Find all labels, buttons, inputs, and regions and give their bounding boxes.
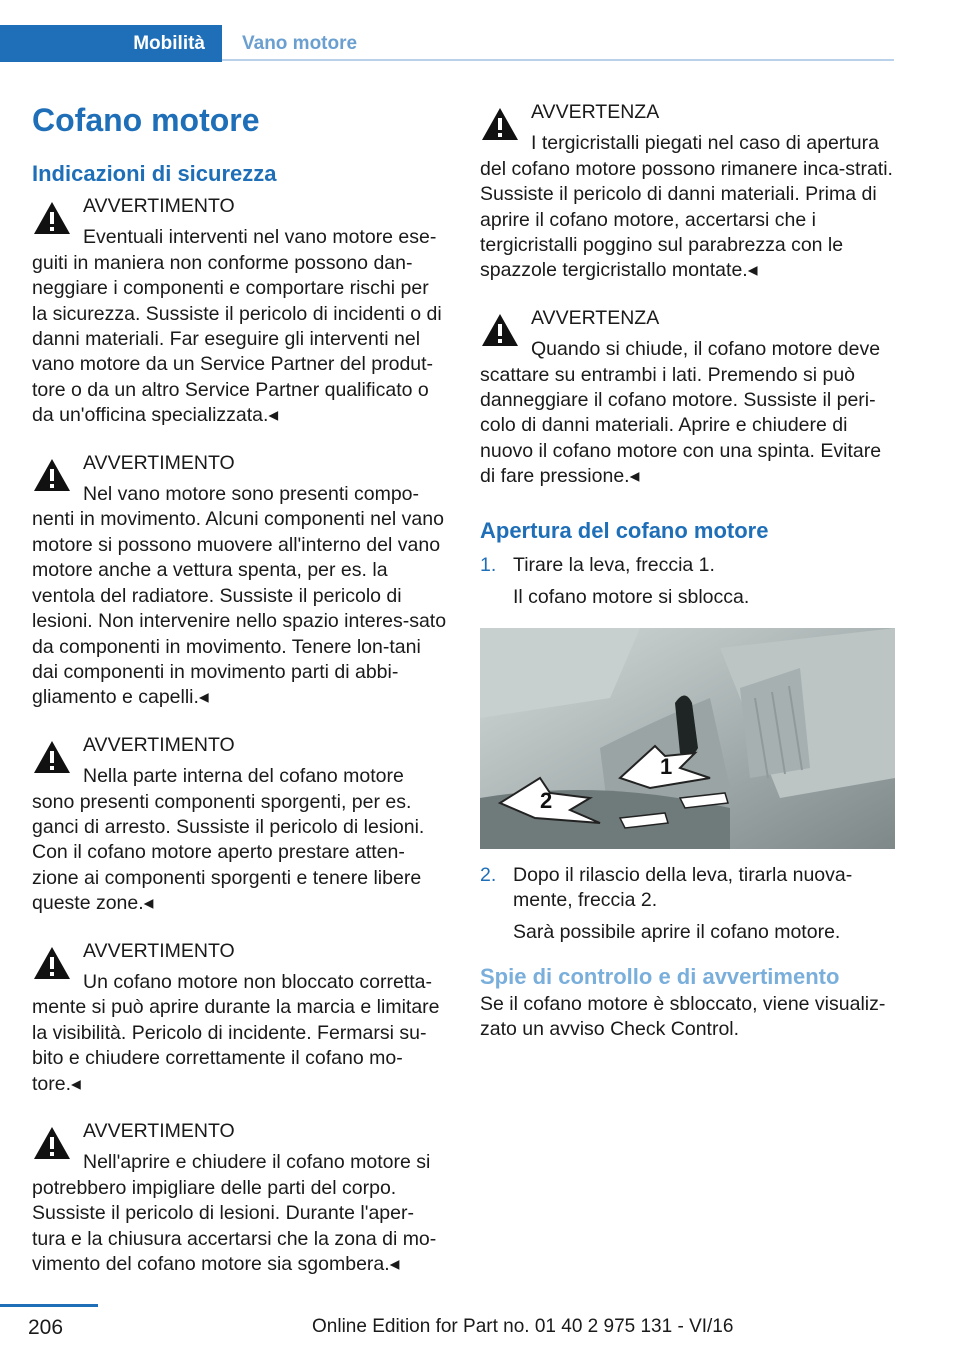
- right-column: [480, 100, 895, 1043]
- warning-triangle-icon: [480, 311, 520, 349]
- warning-title: AVVERTIMENTO: [83, 733, 235, 756]
- warning-first-line: Nel vano motore sono presenti compo-: [83, 483, 420, 506]
- warning-text: mente si può aprire durante la marcia e limitare la visibilità. Pericolo di incidente. Fermarsi su-bito e chiudere correttamente il cofano mo-tore.◂: [32, 996, 440, 1095]
- hood-release-lever-photo: [480, 628, 895, 849]
- warning-triangle-icon: [480, 105, 520, 143]
- warning-first-line: Quando si chiude, il cofano motore deve: [531, 338, 881, 361]
- warning-title: AVVERTIMENTO: [83, 939, 235, 962]
- tab-vano-motore[interactable]: Vano motore: [242, 32, 358, 54]
- warning-title: AVVERTIMENTO: [83, 195, 235, 217]
- warning-title: AVVERTIMENTO: [83, 1120, 235, 1142]
- warning-triangle-icon: [32, 738, 72, 776]
- step-item: [480, 553, 895, 611]
- left-column: [32, 100, 447, 1277]
- warning-block: [480, 306, 895, 490]
- warning-first-line: Nell'aprire e chiudere il cofano motore si: [83, 1151, 431, 1174]
- warning-block: [32, 1119, 447, 1277]
- step-text: Dopo il rilascio della leva, tirarla nuova-mente, freccia 2.: [513, 863, 853, 911]
- warning-text: guiti in maniera non conforme possono dan-neggiare i componenti e comportare rischi per la sicurezza. Sussiste il pericolo di incidenti o di danni materiali. Far eseguire gli interventi nel vano motore da un Service Partner del produt-tore o da un altro Service Partner qualificato o da un'officina specializzata.◂: [32, 251, 442, 427]
- footer-divider: [0, 1304, 98, 1307]
- warning-title: AVVERTENZA: [531, 101, 660, 123]
- warning-block: [32, 939, 447, 1097]
- steps-list: [480, 863, 895, 946]
- step-number: 1.: [480, 553, 497, 576]
- header-divider: [222, 59, 894, 61]
- warning-triangle-icon: [32, 199, 72, 237]
- steps-list: [480, 553, 895, 611]
- warning-block: [32, 733, 447, 917]
- warning-first-line: Nella parte interna del cofano motore: [83, 765, 404, 788]
- warning-block: [480, 100, 895, 284]
- warning-title: AVVERTENZA: [531, 306, 660, 329]
- tab-mobilita[interactable]: Mobilità: [0, 25, 222, 62]
- warning-first-line: I tergicristalli piegati nel caso di apertura: [531, 132, 879, 155]
- warning-text: scattare su entrambi i lati. Premendo si può danneggiare il cofano motore. Sussiste il peri-colo di danni materiali. Aprire e chiudere di nuovo il cofano motore con una spinta. Evitare di fare pressione.◂: [480, 363, 882, 488]
- warning-block: [32, 451, 447, 711]
- edition-footer: Online Edition for Part no. 01 40 2 975 131 - VI/16: [312, 1316, 734, 1337]
- section-title-spie: Spie di controllo e di avvertimento: [480, 963, 840, 989]
- warning-triangle-icon: [32, 456, 72, 494]
- warning-text: potrebbero impigliare delle parti del corpo. Sussiste il pericolo di lesioni. Durante l'aper-tura e la chiusura accertarsi che la zona di mo-vimento del cofano motore sia sgombera.◂: [32, 1176, 437, 1276]
- section-title-apertura: Apertura del cofano motore: [480, 517, 769, 543]
- warning-text: nenti in movimento. Alcuni componenti nel vano motore si possono muovere all'interno del vano motore anche a vettura spenta, per es. la ventola del radiatore. Sussiste il pericolo di lesioni. Non intervenire nello spazio interes-sato da componenti in movimento. Tenere lon-tani dai componenti in movimento parti di abbi-gliamento e capelli.◂: [32, 508, 447, 709]
- step-subtext: Il cofano motore si sblocca.: [513, 586, 750, 609]
- photo-arrow-label: 2: [540, 787, 553, 813]
- page-title: Cofano motore: [32, 102, 260, 138]
- page-number: 206: [28, 1316, 64, 1339]
- warning-text: del cofano motore possono rimanere inca-strati. Sussiste il pericolo di danni materiali. Prima di aprire il cofano motore, accertarsi che i tergicristalli poggino sul parabrezza con le spazzole tergicristallo montate.◂: [480, 157, 893, 282]
- photo-arrow-label: 1: [660, 753, 673, 779]
- step-number: 2.: [480, 863, 497, 886]
- warning-first-line: Eventuali interventi nel vano motore ese-: [83, 226, 437, 249]
- step-subtext: Sarà possibile aprire il cofano motore.: [513, 921, 841, 944]
- warning-text: sono presenti componenti sporgenti, per es. ganci di arresto. Sussiste il pericolo di lesioni. Con il cofano motore aperto prestare atten-zione ai componenti sporgenti e tenere libere queste zone.◂: [32, 790, 425, 915]
- spie-paragraph: Se il cofano motore è sbloccato, viene visualiz-zato un avviso Check Control.: [480, 992, 886, 1041]
- warning-triangle-icon: [32, 944, 72, 982]
- step-text: Tirare la leva, freccia 1.: [513, 553, 715, 576]
- step-item: [480, 863, 895, 946]
- section-title-sicurezza: Indicazioni di sicurezza: [32, 161, 277, 186]
- warning-title: AVVERTIMENTO: [83, 451, 235, 474]
- warning-first-line: Un cofano motore non bloccato corretta-: [83, 970, 433, 993]
- warning-triangle-icon: [32, 1124, 72, 1162]
- warning-block: [32, 194, 447, 429]
